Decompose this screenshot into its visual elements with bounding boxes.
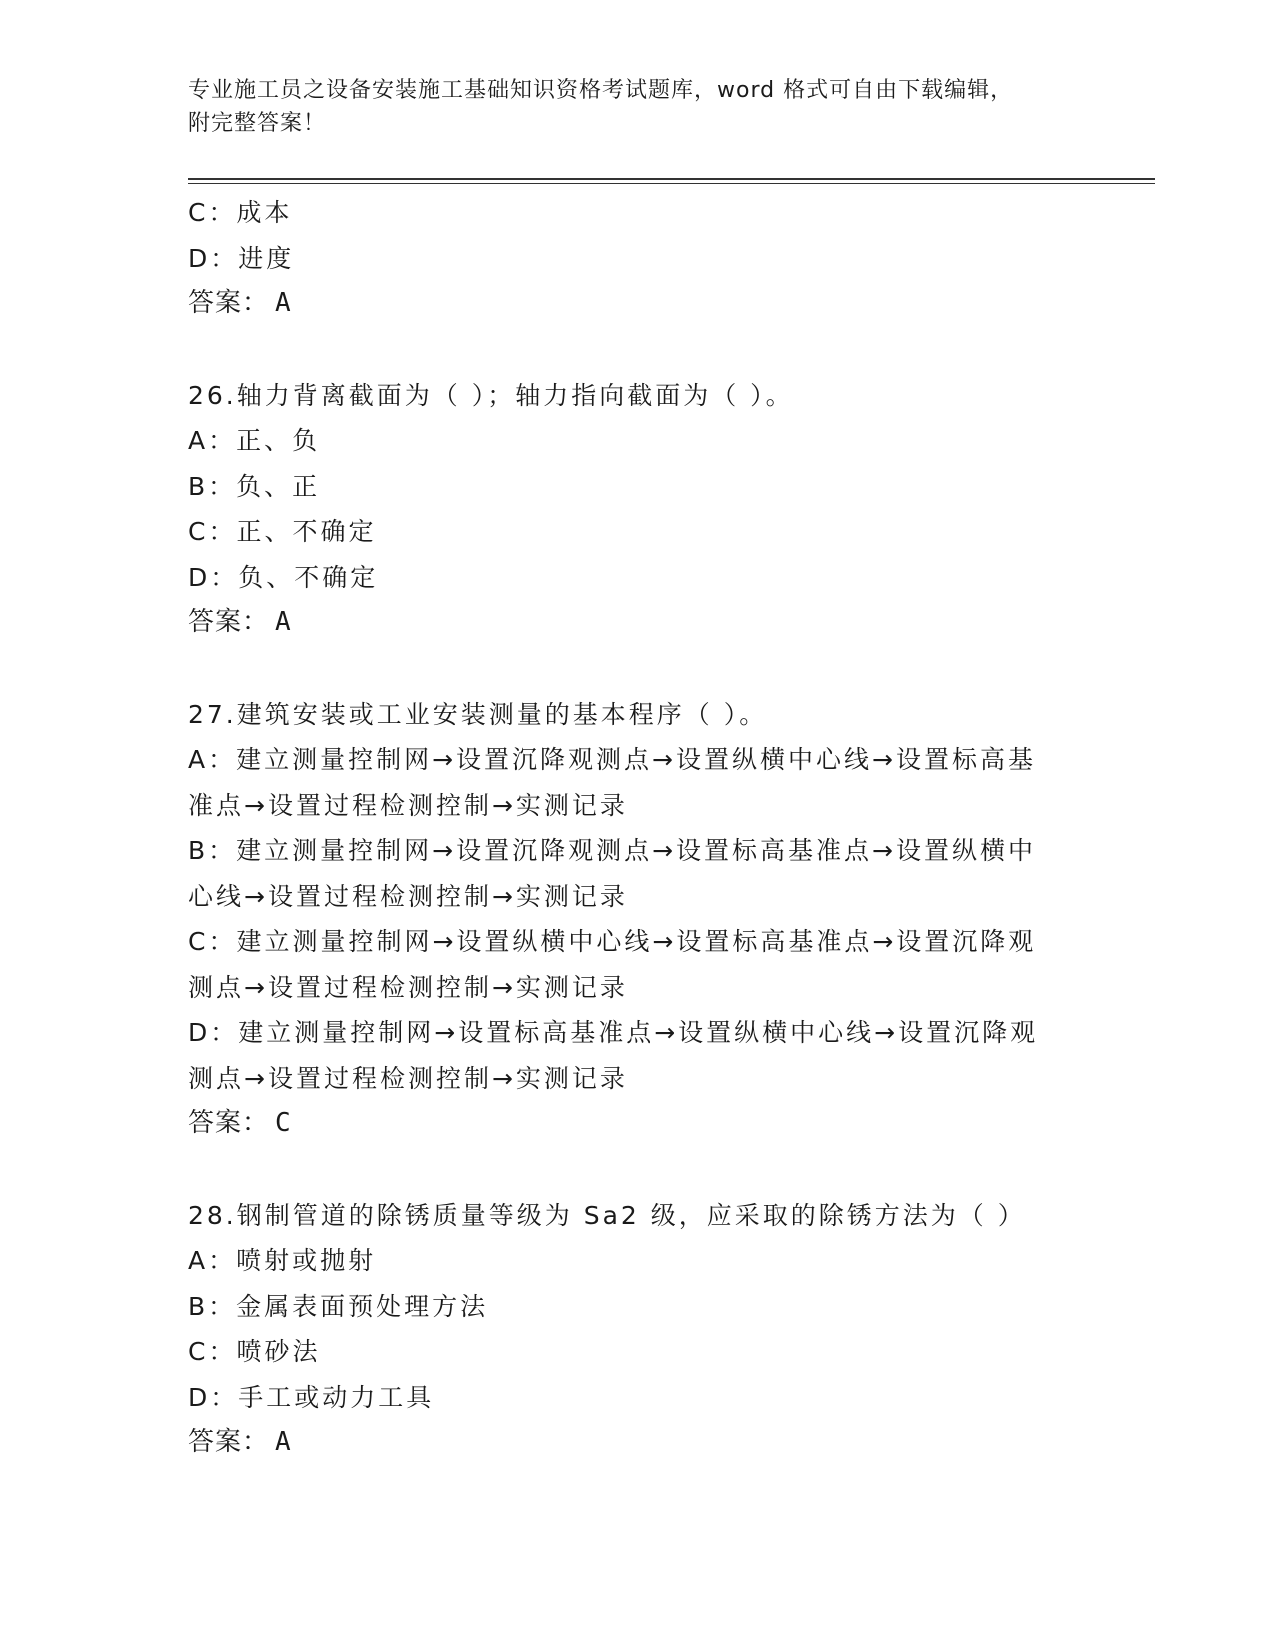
option-d: D：进度 bbox=[188, 243, 295, 273]
answer-value: A bbox=[275, 607, 292, 637]
question-stem: 27.建筑安装或工业安装测量的基本程序（ ）。 bbox=[188, 699, 768, 729]
answer-line bbox=[188, 600, 1088, 646]
document-header bbox=[188, 74, 1088, 140]
option-d-line-1: D：建立测量控制网→设置标高基准点→设置纵横中心线→设置沉降观 bbox=[188, 1018, 1039, 1047]
option-c: C：喷砂法 bbox=[188, 1337, 321, 1366]
question-continuation bbox=[188, 190, 1088, 327]
answer-value: C bbox=[275, 1108, 292, 1138]
question-28 bbox=[188, 1193, 1088, 1466]
document-body bbox=[188, 190, 1088, 1466]
question-26 bbox=[188, 373, 1088, 646]
header-divider-thick bbox=[188, 178, 1155, 180]
question-27 bbox=[188, 692, 1088, 1147]
option-a-line-2: 准点→设置过程检测控制→实测记录 bbox=[188, 790, 628, 820]
answer-line bbox=[188, 281, 1088, 327]
header-divider-thin bbox=[188, 183, 1155, 184]
header-title-line-1: 专业施工员之设备安装施工基础知识资格考试题库，word 格式可自由下载编辑， bbox=[188, 78, 1014, 103]
answer-line bbox=[188, 1420, 1088, 1466]
option-a: A：喷射或抛射 bbox=[188, 1246, 377, 1275]
answer-label: 答案： bbox=[188, 1427, 270, 1457]
option-c-line-1: C：建立测量控制网→设置纵横中心线→设置标高基准点→设置沉降观 bbox=[188, 927, 1037, 956]
question-stem: 26.轴力背离截面为（ ）；轴力指向截面为（ ）。 bbox=[188, 380, 794, 410]
spacer bbox=[188, 646, 1088, 692]
answer-label: 答案： bbox=[188, 288, 270, 318]
header-title-line-2: 附完整答案！ bbox=[188, 111, 327, 136]
option-d: D：手工或动力工具 bbox=[188, 1382, 435, 1412]
option-b: B：金属表面预处理方法 bbox=[188, 1291, 489, 1321]
option-c-line-2: 测点→设置过程检测控制→实测记录 bbox=[188, 972, 628, 1002]
option-d-line-2: 测点→设置过程检测控制→实测记录 bbox=[188, 1063, 628, 1093]
answer-label: 答案： bbox=[188, 1108, 270, 1138]
answer-label: 答案： bbox=[188, 607, 270, 637]
option-c: C：正、不确定 bbox=[188, 517, 377, 546]
spacer bbox=[188, 1147, 1088, 1193]
option-c: C：成本 bbox=[188, 198, 293, 227]
question-stem: 28.钢制管道的除锈质量等级为 Sa2 级，应采取的除锈方法为（ ） bbox=[188, 1200, 1026, 1230]
option-a-line-1: A：建立测量控制网→设置沉降观测点→设置纵横中心线→设置标高基 bbox=[188, 745, 1036, 774]
spacer bbox=[188, 327, 1088, 373]
answer-value: A bbox=[275, 1427, 292, 1457]
option-d: D：负、不确定 bbox=[188, 562, 379, 592]
option-b-line-2: 心线→设置过程检测控制→实测记录 bbox=[188, 881, 628, 911]
option-a: A：正、负 bbox=[188, 426, 321, 455]
option-b-line-1: B：建立测量控制网→设置沉降观测点→设置标高基准点→设置纵横中 bbox=[188, 836, 1036, 865]
answer-value: A bbox=[275, 288, 292, 318]
option-b: B：负、正 bbox=[188, 471, 321, 501]
answer-line bbox=[188, 1101, 1088, 1147]
